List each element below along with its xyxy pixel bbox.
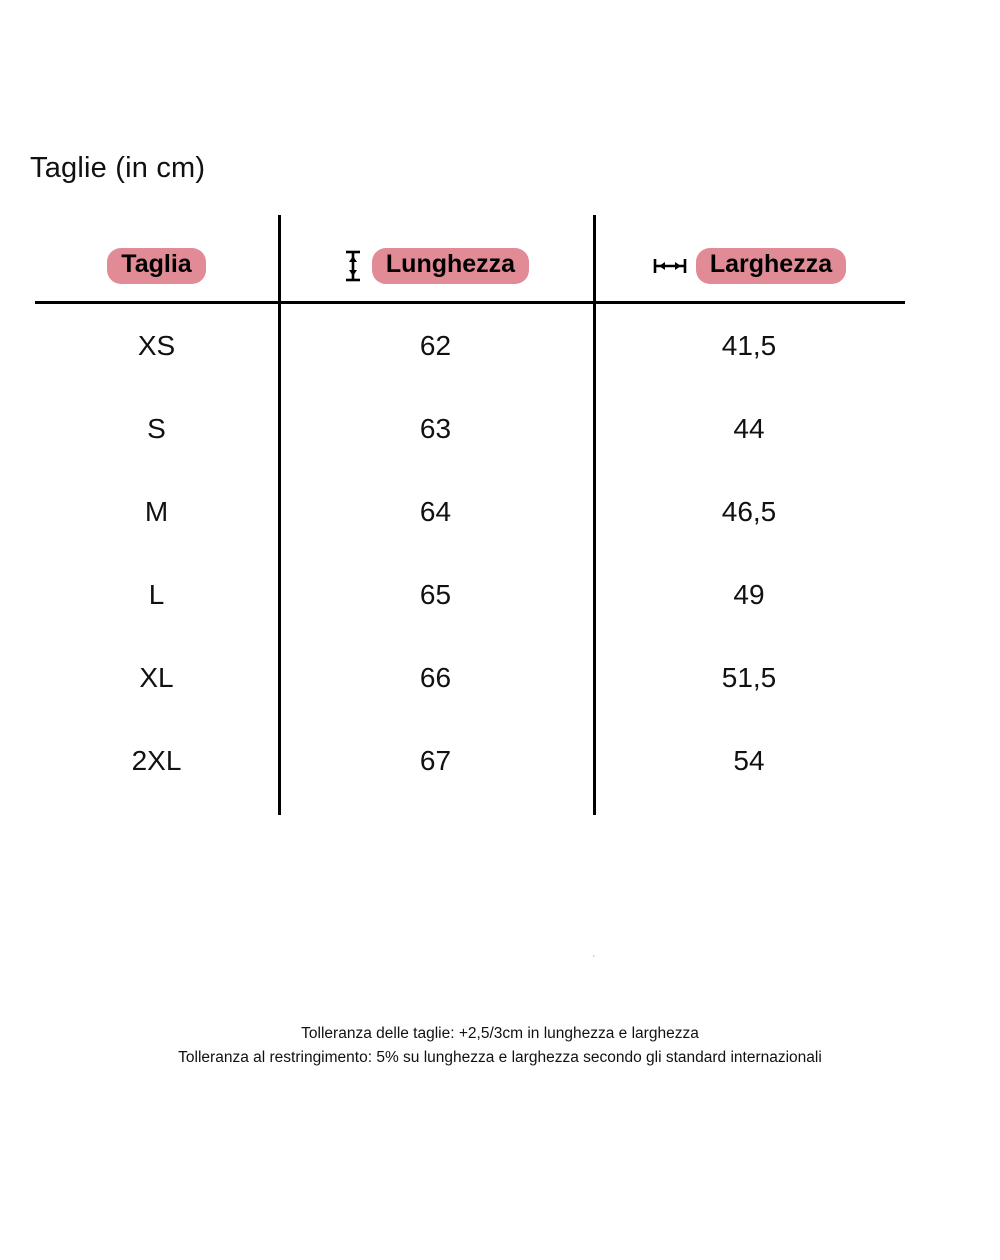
- horizontal-measure-icon: [652, 255, 688, 282]
- cell-size: L: [148, 578, 165, 610]
- cell-width: 54: [733, 744, 765, 776]
- cell-length: 64: [419, 495, 452, 527]
- size-table: [35, 215, 905, 815]
- cell-size: XL: [139, 661, 174, 693]
- table-row: [35, 304, 905, 387]
- cell-length: 63: [419, 412, 452, 444]
- table-row: [35, 719, 905, 802]
- cell-size: M: [144, 495, 169, 527]
- cell-length: 66: [419, 661, 452, 693]
- stray-mark: ·: [592, 950, 596, 962]
- tolerance-note-shrinkage: Tolleranza al restringimento: 5% su lunghezza e larghezza secondo gli standard internazionali: [178, 1049, 822, 1067]
- table-row: [35, 470, 905, 553]
- table-body: [35, 304, 905, 802]
- header-cell-length: [278, 237, 593, 295]
- cell-width: 44: [733, 412, 765, 444]
- table-row: [35, 553, 905, 636]
- cell-length: 65: [419, 578, 452, 610]
- table-header-row: [35, 237, 905, 295]
- header-cell-size: [35, 237, 278, 295]
- table-row: [35, 636, 905, 719]
- tolerance-note-sizes: Tolleranza delle taglie: +2,5/3cm in lunghezza e larghezza: [301, 1025, 699, 1042]
- cell-size: S: [147, 412, 166, 444]
- vertical-measure-icon: [342, 249, 364, 288]
- header-label-width: Larghezza: [696, 248, 846, 284]
- header-label-size: Taglia: [107, 248, 205, 284]
- cell-width: 49: [733, 578, 765, 610]
- tolerance-notes: [0, 1022, 1000, 1070]
- cell-width: 46,5: [721, 495, 777, 527]
- table-row: [35, 387, 905, 470]
- cell-width: 51,5: [721, 661, 777, 693]
- page-title: Taglie (in cm): [30, 152, 206, 184]
- cell-size: 2XL: [131, 744, 182, 776]
- cell-width: 41,5: [721, 329, 777, 361]
- cell-length: 67: [419, 744, 452, 776]
- header-label-length: Lunghezza: [372, 248, 529, 284]
- header-cell-width: [593, 237, 905, 295]
- cell-length: 62: [419, 329, 452, 361]
- cell-size: XS: [137, 329, 176, 361]
